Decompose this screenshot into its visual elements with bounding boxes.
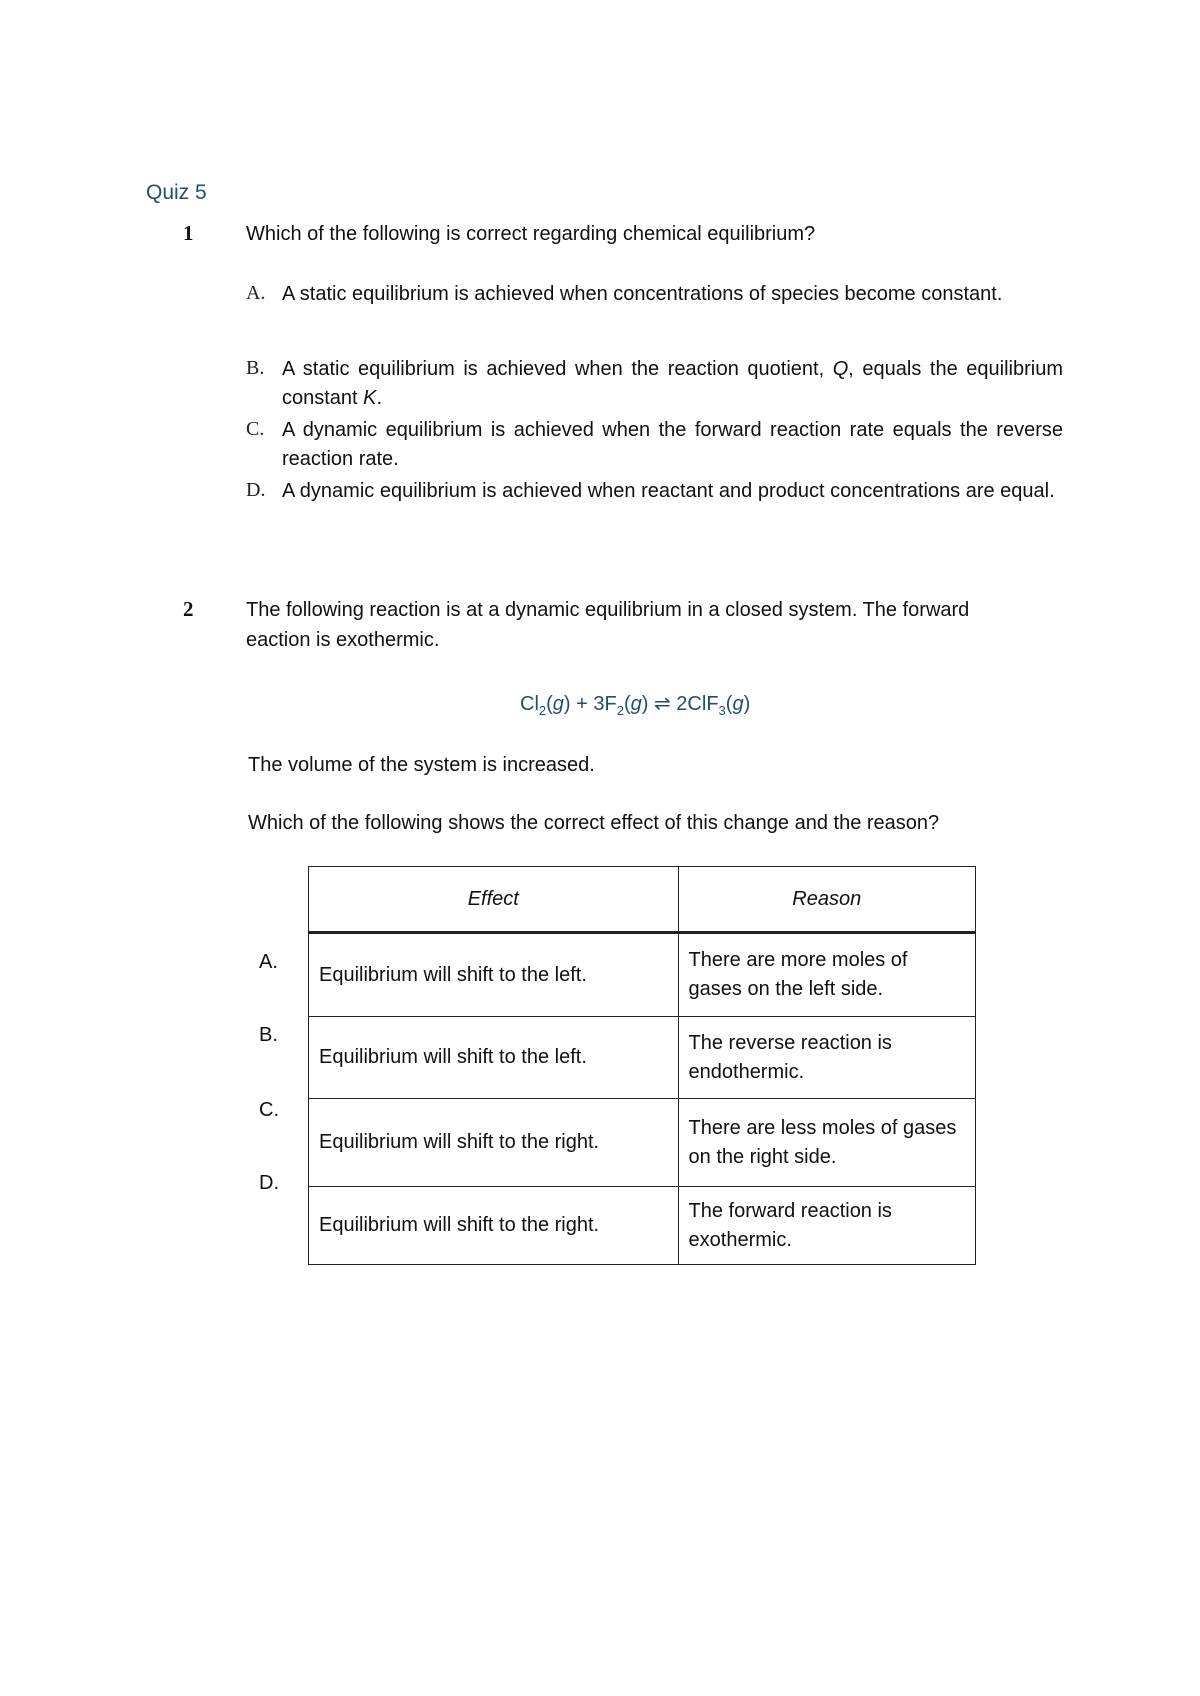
table-row (309, 1187, 976, 1265)
table-row (309, 933, 976, 1017)
quiz-title: Quiz 5 (146, 181, 207, 204)
table-cell-effect: Equilibrium will shift to the left. (309, 1017, 679, 1099)
table-cell-reason: There are less moles of gases on the right side. (678, 1099, 975, 1187)
table-row-label-d: D. (259, 1172, 279, 1194)
question-2-intro-line1: The following reaction is at a dynamic equilibrium in a closed system. The forward (246, 599, 970, 621)
question-2-statement: The volume of the system is increased. (248, 754, 595, 776)
q1-option-a-letter: A. (246, 282, 266, 304)
question-2-question: Which of the following shows the correct effect of this change and the reason? (248, 812, 940, 834)
question-2-intro (246, 595, 1076, 655)
table-cell-reason: There are more moles of gases on the left side. (678, 933, 975, 1017)
q1-option-c-letter: C. (246, 418, 265, 440)
reaction-equation: $Cl_2(g) + 3F_2(g)$ ⇌ 2ClF$_3$(g) (520, 693, 751, 718)
q1-option-d-letter: D. (246, 479, 266, 501)
table-cell-reason: The forward reaction is exothermic. (678, 1187, 975, 1265)
q1-option-a-text: A static equilibrium is achieved when concentrations of species become constant. (282, 283, 1003, 305)
q1-option-b-letter: B. (246, 357, 265, 379)
table-header-row (309, 867, 976, 933)
question-1-text: Which of the following is correct regarding chemical equilibrium? (246, 223, 816, 245)
table-row-label-c: C. (259, 1099, 279, 1121)
question-2-number: 2 (183, 597, 194, 621)
question-2-intro-line2: eaction is exothermic. (246, 629, 440, 651)
table-header-reason: Reason (678, 867, 975, 933)
table-cell-effect: Equilibrium will shift to the right. (309, 1099, 679, 1187)
table-row (309, 1017, 976, 1099)
table-row-label-b: B. (259, 1024, 278, 1046)
table-cell-effect: Equilibrium will shift to the left. (309, 933, 679, 1017)
effect-reason-table (308, 866, 976, 1265)
table-header-effect: Effect (309, 867, 679, 933)
q1-option-d-text: A dynamic equilibrium is achieved when reactant and product concentrations are equal. (282, 480, 1055, 502)
table-row (309, 1099, 976, 1187)
question-1-number: 1 (183, 221, 194, 245)
table-row-label-a: A. (259, 951, 278, 973)
q1-option-b-text: A static equilibrium is achieved when the reaction quotient, Q, equals the equilibrium constant K. (282, 358, 1063, 409)
q1-option-c-text: A dynamic equilibrium is achieved when the forward reaction rate equals the reverse reaction rate. (282, 419, 1063, 470)
table-cell-reason: The reverse reaction is endothermic. (678, 1017, 975, 1099)
table-cell-effect: Equilibrium will shift to the right. (309, 1187, 679, 1265)
